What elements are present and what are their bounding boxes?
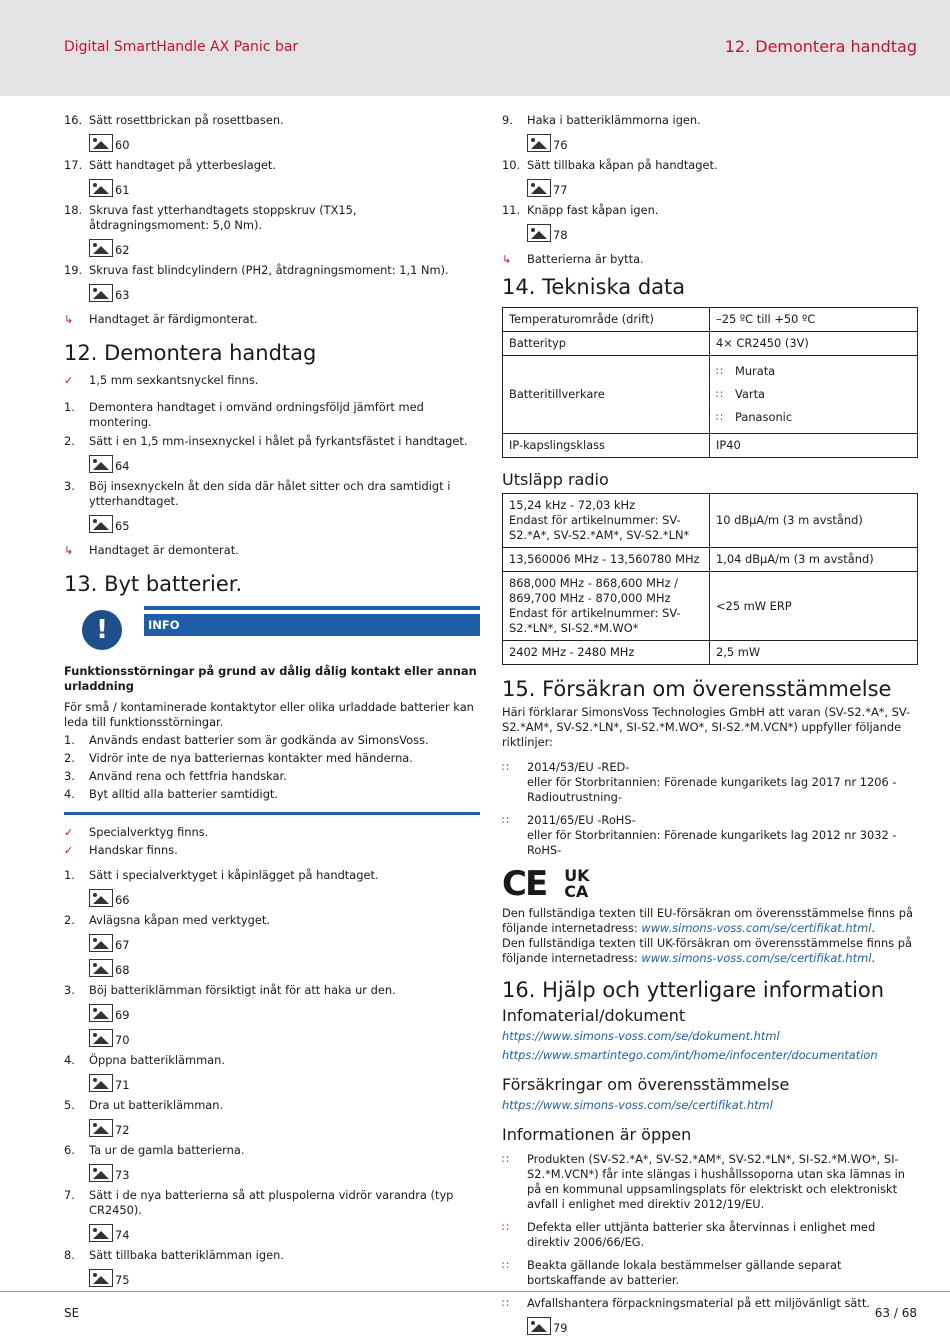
emission-table — [502, 493, 918, 665]
step-number: 2. — [64, 751, 75, 765]
step-text: Sätt rosettbrickan på rosettbasen. — [89, 113, 284, 127]
image-icon — [89, 515, 113, 533]
info-step — [64, 787, 480, 802]
directive-text — [527, 760, 918, 805]
list-item — [716, 383, 911, 406]
step-text: Sätt handtaget på ytterbeslaget. — [89, 158, 277, 172]
image-icon — [89, 239, 113, 257]
step-number: 5. — [64, 1098, 75, 1112]
step-text: Öppna batteriklämman. — [89, 1053, 225, 1067]
table-cell: 1,04 dBµA/m (3 m avstånd) — [710, 548, 918, 572]
table-cell: 2,5 mW — [710, 641, 918, 665]
figure-number: 68 — [115, 963, 130, 977]
section-14-title: 14. Tekniska data — [502, 275, 686, 299]
doc-link[interactable]: https://www.smartintego.com/int/home/infocenter/documentation — [502, 1048, 878, 1062]
list-item — [502, 1258, 918, 1288]
info-label: INFO — [144, 614, 480, 636]
image-icon — [89, 1269, 113, 1287]
table-cell: 13,560006 MHz - 13,560780 MHz — [503, 548, 710, 572]
figure-reference — [89, 957, 480, 977]
table-row — [503, 494, 918, 548]
article-note: Endast för artikelnummer: SV-S2.*LN*, SI-S2.*M.WO* — [509, 606, 681, 635]
step-number: 17. — [64, 158, 83, 172]
step-number: 2. — [64, 434, 75, 448]
step-number: 3. — [64, 983, 75, 997]
bullet-icon: ∷ — [502, 814, 509, 827]
directive-item — [502, 760, 918, 805]
bullet-icon: ∷ — [502, 1297, 509, 1310]
bullet-icon: ∷ — [502, 761, 509, 774]
table-row — [503, 641, 918, 665]
step-number: 11. — [502, 203, 521, 217]
directive-code: 2011/65/EU -RoHS- — [527, 813, 636, 827]
section-13-title: 13. Byt batterier. — [64, 572, 243, 596]
figure-number: 67 — [115, 938, 130, 952]
step — [64, 113, 480, 128]
figure-number: 66 — [115, 893, 130, 907]
step-text: Böj batteriklämman försiktigt inåt för att haka ur den. — [89, 983, 396, 997]
result-line — [64, 543, 480, 558]
step-number: 6. — [64, 1143, 75, 1157]
eu-declaration-text: Den fullständiga texten till EU-försäkran om överensstämmelse finns på följande internetadress: www.simons-voss.com/se/certifikat.html. — [502, 906, 913, 935]
manufacturer-list — [716, 360, 911, 429]
bullet-icon: ∷ — [716, 365, 723, 378]
conformity-link[interactable]: https://www.simons-voss.com/se/certifikat.html — [502, 1098, 773, 1112]
figure-number: 72 — [115, 1123, 130, 1137]
table-cell: 10 dBµA/m (3 m avstånd) — [710, 494, 918, 548]
image-icon — [89, 889, 113, 907]
figure-number: 75 — [115, 1273, 130, 1287]
bullet-icon: ∷ — [716, 411, 723, 424]
step-text: Använd rena och fettfria handskar. — [89, 769, 287, 783]
figure-number: 71 — [115, 1078, 130, 1092]
step — [502, 113, 918, 128]
table-cell: Temperaturområde (drift) — [503, 308, 710, 332]
figure-reference — [89, 177, 480, 197]
figure-number: 63 — [115, 288, 130, 302]
right-column — [502, 113, 918, 1340]
list-item — [502, 1220, 918, 1250]
directive-item — [502, 813, 918, 858]
info-divider — [64, 812, 480, 815]
result-text: Handtaget är demonterat. — [89, 543, 239, 557]
page-header — [0, 0, 950, 96]
directive-text — [527, 813, 918, 858]
result-line — [64, 312, 480, 327]
page-number: 63 / 68 — [874, 1306, 917, 1320]
step-text: Böj insexnyckeln åt den sida där hålet sitter och dra samtidigt i ytterhandtaget. — [89, 479, 451, 508]
tech-data-table — [502, 307, 918, 458]
figure-number: 70 — [115, 1033, 130, 1047]
frequency-range: 868,000 MHz - 868,600 MHz / 869,700 MHz - 870,000 MHz — [509, 576, 679, 605]
step-number: 18. — [64, 203, 83, 217]
manufacturer-name: Varta — [735, 387, 766, 401]
step — [64, 1098, 480, 1113]
image-icon — [527, 224, 551, 242]
image-icon — [89, 1119, 113, 1137]
step — [64, 434, 480, 449]
info-box-header — [64, 606, 480, 656]
directive-uk: eller för Storbritannien: Förenade kungarikets lag 2012 nr 3032 -RoHS- — [527, 828, 897, 857]
info-step — [64, 751, 480, 766]
checkmark-icon: ✓ — [64, 844, 74, 857]
conformity-heading: Försäkringar om överensstämmelse — [502, 1075, 790, 1094]
step-number: 2. — [64, 913, 75, 927]
ukca-top: UK — [564, 866, 590, 885]
figure-number: 76 — [553, 138, 568, 152]
step-text: Skruva fast ytterhandtagets stoppskruv (TX15, åtdragningsmoment: 5,0 Nm). — [89, 203, 357, 232]
image-icon — [89, 284, 113, 302]
image-icon — [89, 179, 113, 197]
info-title: Funktionsstörningar på grund av dålig dålig kontakt eller annan urladdning — [64, 664, 477, 693]
prerequisite — [64, 843, 480, 858]
figure-reference — [89, 1267, 480, 1287]
table-cell: IP40 — [710, 434, 918, 458]
table-cell — [503, 494, 710, 548]
figure-number: 60 — [115, 138, 130, 152]
prerequisite-text: Specialverktyg finns. — [89, 825, 209, 839]
prerequisite — [64, 825, 480, 840]
step — [502, 203, 918, 218]
image-icon — [527, 179, 551, 197]
figure-number: 64 — [115, 459, 130, 473]
chapter-title: 12. Demontera handtag — [724, 37, 917, 56]
step-number: 10. — [502, 158, 521, 172]
table-cell: <25 mW ERP — [710, 572, 918, 641]
prerequisite-text: 1,5 mm sexkantsnyckel finns. — [89, 373, 259, 387]
step-number: 9. — [502, 113, 513, 127]
step-number: 1. — [64, 733, 75, 747]
figure-reference — [89, 1027, 480, 1047]
list-item — [502, 1296, 918, 1311]
environment-heading: Informationen är öppen — [502, 1125, 692, 1144]
step-number: 16. — [64, 113, 83, 127]
info-text: För små / kontaminerade kontaktytor eller olika urladdade batterier kan leda till funktionsstörningar. — [64, 700, 474, 729]
directive-code: 2014/53/EU -RED- — [527, 760, 630, 774]
section-16-title: 16. Hjälp och ytterligare information — [502, 978, 885, 1002]
step — [64, 983, 480, 998]
step-text: Används endast batterier som är godkända av SimonsVoss. — [89, 733, 429, 747]
image-icon — [89, 1004, 113, 1022]
table-cell: IP-kapslingsklass — [503, 434, 710, 458]
figure-reference — [89, 132, 480, 152]
step-text: Haka i batteriklämmorna igen. — [527, 113, 701, 127]
image-icon — [89, 959, 113, 977]
table-cell: 4× CR2450 (3V) — [710, 332, 918, 356]
manufacturer-name: Panasonic — [735, 410, 793, 424]
checkmark-icon: ✓ — [64, 826, 74, 839]
step — [64, 203, 480, 233]
figure-number: 62 — [115, 243, 130, 257]
step-text: Sätt tillbaka batteriklämman igen. — [89, 1248, 284, 1262]
emission-heading: Utsläpp radio — [502, 470, 609, 489]
figure-reference — [89, 887, 480, 907]
figure-reference — [89, 453, 480, 473]
bullet-icon: ∷ — [502, 1221, 509, 1234]
step — [64, 1188, 480, 1218]
image-icon — [89, 134, 113, 152]
figure-reference — [89, 1222, 480, 1242]
result-line — [502, 252, 918, 267]
step-text: Knäpp fast kåpan igen. — [527, 203, 659, 217]
table-row — [503, 308, 918, 332]
certification-marks — [502, 866, 918, 902]
figure-number: 69 — [115, 1008, 130, 1022]
step — [64, 868, 480, 883]
figure-reference — [527, 222, 918, 242]
list-item — [716, 406, 911, 429]
table-cell: Batteritillverkare — [503, 356, 710, 434]
image-icon — [89, 1224, 113, 1242]
section-12-title: 12. Demontera handtag — [64, 341, 317, 365]
image-icon — [89, 1164, 113, 1182]
figure-number: 61 — [115, 183, 130, 197]
step-number: 1. — [64, 400, 75, 414]
table-row — [503, 548, 918, 572]
info-bar — [144, 606, 480, 610]
step-text: Sätt i en 1,5 mm-insexnyckel i hålet på fyrkantsfästet i handtaget. — [89, 434, 468, 448]
step — [64, 158, 480, 173]
figure-reference — [89, 932, 480, 952]
ce-mark-logo: CE — [502, 864, 547, 904]
figure-number: 65 — [115, 519, 130, 533]
eu-text: Den fullständiga texten till EU-försäkran om överensstämmelse finns på följande internetadress: — [502, 906, 913, 935]
info-step — [64, 733, 480, 748]
image-icon — [89, 934, 113, 952]
step-number: 3. — [64, 769, 75, 783]
bullet-icon: ∷ — [502, 1259, 509, 1272]
step-text: Sätt i specialverktyget i kåpinlägget på handtaget. — [89, 868, 379, 882]
table-cell: 2402 MHz - 2480 MHz — [503, 641, 710, 665]
document-title: Digital SmartHandle AX Panic bar — [64, 39, 299, 55]
step — [64, 913, 480, 928]
exclamation-icon: ! — [82, 610, 122, 650]
step-text: Ta ur de gamla batterierna. — [89, 1143, 245, 1157]
figure-reference — [527, 132, 918, 152]
article-note: Endast för artikelnummer: SV-S2.*A*, SV-S2.*AM*, SV-S2.*LN* — [509, 513, 690, 542]
step — [64, 1053, 480, 1068]
figure-number: 77 — [553, 183, 568, 197]
bullet-icon: ∷ — [502, 1153, 509, 1166]
section-15-title: 15. Försäkran om överensstämmelse — [502, 677, 892, 701]
step — [64, 400, 480, 430]
step-text: Dra ut batteriklämman. — [89, 1098, 224, 1112]
result-text: Handtaget är färdigmonterat. — [89, 312, 258, 326]
result-arrow-icon: ↳ — [64, 544, 74, 557]
image-icon — [527, 1317, 551, 1335]
list-item-text: Defekta eller uttjänta batterier ska återvinnas i enlighet med direktiv 2006/66/EG. — [527, 1220, 876, 1249]
table-row — [503, 434, 918, 458]
uk-link[interactable]: www.simons-voss.com/se/certifikat.html — [641, 951, 872, 965]
step-text: Vidrör inte de nya batteriernas kontakter med händerna. — [89, 751, 413, 765]
table-cell — [710, 356, 918, 434]
step-number: 4. — [64, 1053, 75, 1067]
step-number: 3. — [64, 479, 75, 493]
checkmark-icon: ✓ — [64, 374, 74, 387]
image-icon — [89, 1074, 113, 1092]
ukca-mark-logo — [564, 868, 589, 900]
table-cell: Batterityp — [503, 332, 710, 356]
bullet-icon: ∷ — [716, 388, 723, 401]
left-column — [64, 113, 480, 1292]
figure-reference — [89, 282, 480, 302]
table-cell — [503, 572, 710, 641]
figure-reference — [527, 1315, 918, 1335]
infomaterial-heading: Infomaterial/dokument — [502, 1006, 686, 1025]
step-number: 1. — [64, 868, 75, 882]
figure-reference — [89, 1162, 480, 1182]
list-item — [502, 1152, 918, 1212]
frequency-range: 15,24 kHz - 72,03 kHz — [509, 498, 636, 512]
footer-language: SE — [64, 1306, 80, 1320]
step-text: Avlägsna kåpan med verktyget. — [89, 913, 270, 927]
result-arrow-icon: ↳ — [502, 253, 512, 266]
manufacturer-name: Murata — [735, 364, 776, 378]
prerequisite — [64, 373, 480, 388]
footer-divider — [0, 1291, 950, 1292]
table-row — [503, 332, 918, 356]
step — [64, 479, 480, 509]
step-number: 19. — [64, 263, 83, 277]
result-arrow-icon: ↳ — [64, 313, 74, 326]
image-icon — [89, 455, 113, 473]
figure-number: 78 — [553, 228, 568, 242]
ukca-bottom: CA — [564, 882, 589, 901]
table-cell: –25 ºC till +50 ºC — [710, 308, 918, 332]
image-icon — [89, 1029, 113, 1047]
image-icon — [527, 134, 551, 152]
table-row — [503, 356, 918, 434]
directive-uk: eller för Storbritannien: Förenade kungarikets lag 2017 nr 1206 -Radioutrustning- — [527, 775, 897, 804]
step-number: 4. — [64, 787, 75, 801]
figure-reference — [89, 1117, 480, 1137]
step-number: 7. — [64, 1188, 75, 1202]
step-text: Sätt i de nya batterierna så att pluspolerna vidrör varandra (typ CR2450). — [89, 1188, 454, 1217]
figure-reference — [89, 513, 480, 533]
list-item — [716, 360, 911, 383]
list-item-text: Produkten (SV-S2.*A*, SV-S2.*AM*, SV-S2.*LN*, SI-S2.*M.WO*, SI-S2.*M.VCN*) får inte slängas i hushållssoporna utan ska lämnas in på en kommunal uppsamlingsplats för elektriskt och elektroniskt avfall i enlighet med direktiv 2012/19/EU. — [527, 1152, 905, 1211]
conformity-intro: Häri förklarar SimonsVoss Technologies GmbH att varan (SV-S2.*A*, SV-S2.*AM*, SV-S2.*LN*, SI-S2.*M.WO*, SI-S2.*M.VCN*) uppfyller följande riktlinjer: — [502, 705, 911, 749]
uk-text: Den fullständiga texten till UK-försäkran om överensstämmelse finns på följande internetadress: — [502, 936, 912, 965]
figure-reference — [89, 1002, 480, 1022]
step — [502, 158, 918, 173]
prerequisite-text: Handskar finns. — [89, 843, 178, 857]
figure-reference — [527, 177, 918, 197]
step-text: Skruva fast blindcylindern (PH2, åtdragningsmoment: 1,1 Nm). — [89, 263, 449, 277]
figure-number: 73 — [115, 1168, 130, 1182]
figure-reference — [89, 1072, 480, 1092]
doc-link[interactable]: https://www.simons-voss.com/se/dokument.html — [502, 1029, 780, 1043]
step-number: 8. — [64, 1248, 75, 1262]
figure-number: 74 — [115, 1228, 130, 1242]
uk-declaration-text: Den fullständiga texten till UK-försäkran om överensstämmelse finns på följande internetadress: www.simons-voss.com/se/certifikat.html. — [502, 936, 912, 965]
table-row — [503, 572, 918, 641]
step — [64, 263, 480, 278]
list-item-text: Beakta gällande lokala bestämmelser gällande separat bortskaffande av batterier. — [527, 1258, 842, 1287]
figure-number: 79 — [553, 1321, 568, 1335]
step-text: Byt alltid alla batterier samtidigt. — [89, 787, 279, 801]
list-item-text: Avfallshantera förpackningsmaterial på ett miljövänligt sätt. — [527, 1296, 870, 1310]
result-text: Batterierna är bytta. — [527, 252, 644, 266]
step-text: Demontera handtaget i omvänd ordningsföljd jämfört med montering. — [89, 400, 424, 429]
step-text: Sätt tillbaka kåpan på handtaget. — [527, 158, 718, 172]
info-step — [64, 769, 480, 784]
figure-reference — [89, 237, 480, 257]
step — [64, 1143, 480, 1158]
step — [64, 1248, 480, 1263]
eu-link[interactable]: www.simons-voss.com/se/certifikat.html — [641, 921, 872, 935]
